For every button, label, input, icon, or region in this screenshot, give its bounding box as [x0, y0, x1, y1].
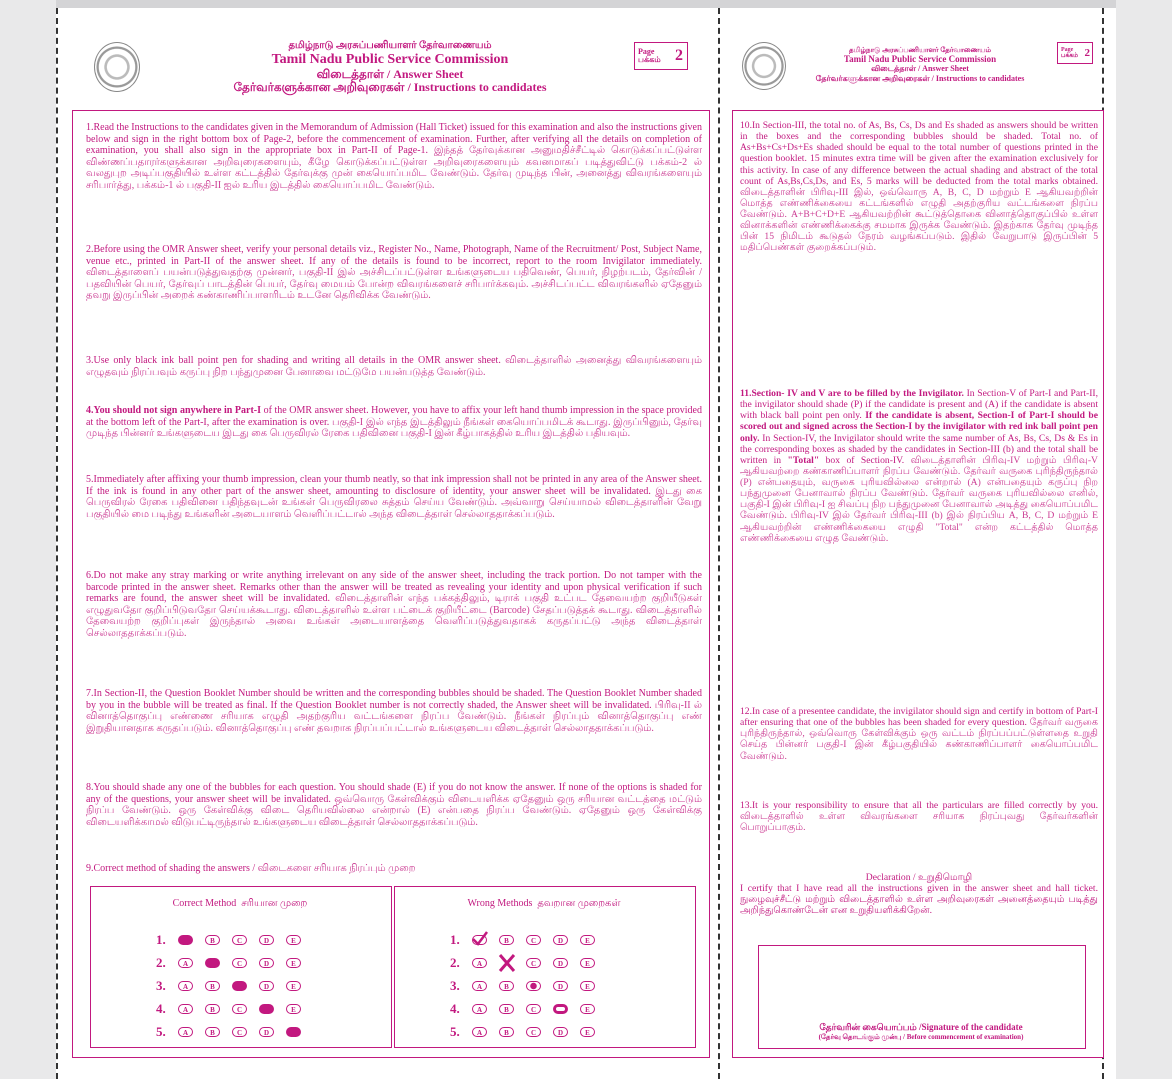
wrong-row-5: 5. A B C D E: [450, 1024, 607, 1040]
instruction-13: 13.It is your responsibility to ensure that all the particulars are filled correctly by you. விடைத்தாளில் உள்ள விவரங்களை சரியாக நிரப்புவது தேர்வர்களின் பொறுப்பாகும்.: [740, 800, 1098, 834]
instruction-7: 7.In Section-II, the Question Booklet Number should be written and the corresponding bubbles should be shaded. The Question Booklet Number shaded by you in the bubble will be treated as final. If the Question Booklet number is not correctly shaded, the Answer sheet will be invalidated. பிரிவு-II ல் வினாத்தொகுப்பு எண்ணை சரியாக எழுதி அதற்குரிய வட்டங்களை நிரப்ப வேண்டும். நீங்கள் நிரப்பும் வினாத்தொகுப்பு எண் இறுதியானதாக கருதப்படும். வினாத்தொகுப்பு எண் தவறாக நிரப்பப்பட்டால் உங்களுடைய விடைத்தாள் செல்லாததாக்கப்படும்.: [86, 688, 703, 734]
instruction-4: 4.You should not sign anywhere in Part-I of the OMR answer sheet. However, you have to affix your left hand thumb impression in the space provided at the bottom left of the Part-I, after the examination is over. பகுதி-I இல் எந்த இடத்திலும் நீங்கள் கையொப்பமிடக் கூடாது. இருப்பினும், தேர்வு முடிந்த பின்னர் உங்களுடைய இடது கை பெருவிரல் ரேகை பதிவினை பகுதி-I இன் கீழ்பாகத்தில் உரிய இடத்தில் பதியவும்.: [86, 405, 703, 440]
correct-row-3: 3. A B D E: [156, 978, 313, 994]
header-instructions: தேர்வர்களுக்கான அறிவுரைகள் / Instructions to candidates: [233, 80, 547, 95]
header-title: Tamil Nadu Public Service Commission: [271, 51, 509, 67]
correct-row-5: 5. A B C D: [156, 1024, 313, 1040]
page-label: Page பக்கம்: [638, 47, 661, 64]
instruction-11: 11.Section- IV and V are to be filled by the Invigilator. In Section-V of Part-I and Part-II, the invigilator should shade (P) if the candidate is present and (A) if the candidate is absent with black ball point pen only. If the candidate is absent, Section-I of Part-I should be scored out and signed across the Section-I by the invigilator with red ink ball point pen only. In Section-IV, the Invigilator should write the same number of As, Bs, Cs, Ds & Es in the corresponding boxes as shaded by the candidates in Section-III (b) and the total shall be written in "Total" box of Section-IV. விடைத்தாளின் பிரிவு-IV மற்றும் பிரிவு-V ஆகியவற்றை கண்காணிப்பாளர் நிரப்ப வேண்டும். தேர்வர் வருகை புரிந்திருந்தால் (P) என்பதையும், வருகை புரியவில்லை என்றால் (A) என்பதையும் கருப்பு நிற பந்துமுனை பேனாவால் நிரப்ப வேண்டும். தேர்வர் வருகை புரியவில்லை எனில், பகுதி-I இன் பிரிவு-I ஐ சிவப்பு நிற பந்துமுனை பேனாவால் அடித்து கையொப்பமிட வேண்டும். பிரிவு-IV இல் தேர்வர் பிரிவு-III (b) இல் நிரப்பிய A, B, C, D மற்றும் E ஆகியவற்றின் எண்ணிக்கையை எழுதி "Total" என்ற கட்டத்தில் மொத்த எண்ணிக்கையை எழுத வேண்டும்.: [740, 388, 1098, 544]
instruction-5: 5.Immediately after affixing your thumb impression, clean your thumb neatly, so that ink impression shall not be printed in any area of the Answer sheet. If the ink is found in any other part of the answer sheet, amounting to disclosure of identity, your answer sheet will be invalidated. இடது கை பெருவிரல் ரேகை பதிவினை பதிந்தவுடன் உங்கள் பெருவிரலை சுத்தம் செய்ய வேண்டும். அவ்வாறு செய்யாமல் விடைத்தாளின் வேறு பகுதியில் மை படிந்து உங்களின் அடையாளம் வெளிப்பட்டால் அந்த விடைத்தாள் செல்லாததாக்கப்படும்.: [86, 474, 702, 520]
instruction-10: 10.In Section-III, the total no. of As, Bs, Cs, Ds and Es shaded as answers should be written in the boxes and the corresponding bubbles should be shaded. Total no. of As+Bs+Cs+Ds+Es shaded should be equal to the total number of questions printed in the question booklet. 15 minutes extra time will be given after the examination exclusively for this activity. In case of any difference between the actual shading and abstract of the total count of As,Bs,Cs,Ds, and Es, 5 marks will be deducted from the total marks obtained. விடைத்தாளின் பிரிவு-III இல், ஒவ்வொரு A, B, C, D மற்றும் E ஆகியவற்றின் மொத்த எண்ணிக்கையை கட்டங்களில் எழுதி அதற்குரிய வட்டங்களை நிரப்ப வேண்டும். A+B+C+D+E ஆகியவற்றின் கூட்டுத்தொகை வினாத்தொகுப்பில் உள்ள வினாக்களின் எண்ணிக்கைக்கு சமமாக இருக்க வேண்டும். இதற்காக தேர்வு முடிந்த பின் 15 நிமிடம் கூடுதல் நேரம் வழங்கப்படும். இதில் வேறுபாடு இருப்பின் 5 மதிப்பெண்கள் குறைக்கப்படும்.: [740, 120, 1098, 254]
middle-cut-line: [718, 8, 720, 1079]
tick-mark-icon: [472, 935, 487, 945]
page-number: 2: [675, 47, 683, 64]
correct-row-1: 1. B C D E: [156, 932, 313, 948]
tn-emblem-icon: [94, 42, 140, 92]
top-scroll-edge: [56, 0, 1116, 8]
wrong-row-1: 1. B C D E: [450, 932, 607, 948]
instruction-9: 9.Correct method of shading the answers / விடைகளை சரியாக நிரப்பும் முறை: [86, 863, 416, 874]
correct-row-2: 2. A C D E: [156, 955, 313, 971]
wrong-row-4: 4. A B C E: [450, 1001, 607, 1017]
right-header: தமிழ்நாடு அரசுப்பணியாளர் தேர்வாணையம் Tamil Nadu Public Service Commission விடைத்தாள் / Answer Sheet தேர்வர்களுக்கான அறிவுரைகள் / Instructions to candidates: [815, 46, 1025, 83]
tn-emblem-icon-right: [742, 42, 786, 90]
wrong-method-header: Wrong Methods தவறான முறைகள்: [467, 898, 621, 909]
correct-row-4: 4. A B C E: [156, 1001, 313, 1017]
declaration: Declaration / உறுதிமொழி I certify that I have read all the instructions given in the answer sheet and hall ticket. நுழைவுச்சீட்டு மற்றும் விடைத்தாளில் உள்ள அறிவுரைகள் அனைத்தையும் படித்து அறிந்துகொண்டேன் என உறுதியளிக்கிறேன்.: [740, 872, 1098, 917]
instruction-8: 8.You should shade any one of the bubbles for each question. You should shade (E) if you do not know the answer. If none of the options is shaded for any of the questions, your answer sheet will be invalidated. ஒவ்வொரு கேள்விக்கும் விடையளிக்க ஏதேனும் ஒரு சரியான வட்டத்தை மட்டும் நிரப்ப வேண்டும். ஒரு கேள்விக்கு விடை தெரியவில்லை என்றால் (E) என்பதை நிரப்ப வேண்டும். ஏதேனும் ஒரு கேள்விக்கு விடையளிக்காமல் விடுபட்டிருந்தால் உங்களுடைய விடைத்தாள் செல்லாததாக்கப்படும்.: [86, 782, 703, 828]
dot-mark: [526, 981, 541, 991]
instruction-3: 3.Use only black ink ball point pen for shading and writing all details in the OMR answer sheet. விடைத்தாளில் அனைத்து விவரங்களையும் எழுதவும் நிரப்பவும் கருப்பு நிற பந்துமுனை பேனாவை மட்டுமே பயன்படுத்த வேண்டும்.: [86, 355, 702, 378]
signature-label: தேர்வரின் கையொப்பம் /Signature of the candidate (தேர்வு தொடங்கும் முன்பு / Before commencement of examination): [818, 1022, 1024, 1041]
instruction-1: 1.Read the Instructions to the candidates given in the Memorandum of Admission (Hall Ticket) issued for this examination and also the instructions given below and sign in the right bottom box of Page-2, before the commencement of examination. Further, after verifying all the details on completion of examination, you shall also sign in the appropriate box in Part-II of Page-1. இந்தத் தேர்வுக்கான அனுமதிச்சீட்டில் கொடுக்கப்பட்டுள்ள விண்ணப்பதாரர்களுக்கான அறிவுரைகளையும், கீழே கொடுக்கப்பட்டுள்ள அறிவுரைகளையும் கவனமாகப் படித்துவிட்டு பக்கம்-2 ல் வலதுபுற அடிப்பகுதியில் உள்ள கட்டத்தில் தேர்வுக்கு முன் கையொப்பமிட வேண்டும். தேர்வு முடிந்த பின், அனைத்து விவரங்களையும் சரிபார்த்து, பக்கம்-1 ல் பகுதி-II ஐல் உரிய இடத்தில் கையொப்பமிட வேண்டும்.: [86, 122, 702, 191]
correct-method-header: Correct Method சரியான முறை: [172, 898, 308, 909]
wrong-row-3: 3. A B D E: [450, 978, 607, 994]
instruction-2: 2.Before using the OMR Answer sheet, verify your personal details viz., Register No., Name, Photograph, Name of the Recruitment/ Post, Subject Name, venue etc., printed in Part-II of the answer sheet. If any of the details is found to be incorrect, report to the room Invigilator immediately. விடைத்தாளைப் பயன்படுத்துவதற்கு முன்னர், பகுதி-II இல் அச்சிடப்பட்டுள்ள உங்களுடைய பதிவெண், பெயர், நிழற்படம், தேர்வின் / பதவியின் பெயர், தேர்வுப் பாடத்தின் பெயர், தேர்வு மையம் போன்ற விவரங்களைச் சரிபார்க்கவும். அச்சிடப்பட்ட விவரங்களில் ஏதேனும் தவறு இருப்பின் அறைக் கண்காணிப்பாளரிடம் உடனே தெரிவிக்க வேண்டும்.: [86, 244, 702, 302]
header-tamil-title: தமிழ்நாடு அரசுப்பணியாளர் தேர்வாணையம்: [288, 40, 492, 51]
declaration-title: Declaration / உறுதிமொழி: [865, 872, 973, 883]
instruction-6: 6.Do not make any stray marking or write anything irrelevant on any side of the answer sheet, including the track portion. Do not tamper with the barcode printed in the answer sheet. Remarks other than the answer will be treated as revealing your identity and upon physical verification if such remarks are found, the answer sheet will be invalidated. விடைத்தாளின் எந்த பக்கத்திலும், டிராக் பகுதி உட்பட தேவையற்ற குறியீடுகள் எழுதுவதோ குறிப்பிடுவதோ செய்யக்கூடாது. விடைத்தாளில் உள்ள பட்டைக் குறியீட்டை (Barcode) சேதப்படுத்தக் கூடாது. விடைத்தாளில் தேவையற்ற குறிப்புகள் இருந்தால் அவை உங்கள் அடையாளத்தை வெளிப்படுத்துவதாகக் கருதப்பட்டு அந்த விடைத்தாள் செல்லாததாக்கப்படும்.: [86, 570, 702, 639]
page-number-box-right: Page பக்கம் 2: [1057, 42, 1093, 64]
left-header: [200, 40, 580, 95]
left-cut-line: [56, 8, 58, 1079]
instruction-12: 12.In case of a presentee candidate, the invigilator should sign and certify in bottom of Part-I after ensuring that one of the bubbles has been shaded for every question. தேர்வர் வருகை புரிந்திருந்தால், ஒவ்வொரு கேள்விக்கும் ஒரு வட்டம் நிரப்பப்பட்டுள்ளதை உறுதி செய்த பின்னர் பகுதி-I இன் கீழ்பகுதியில் கண்காணிப்பாளர் கையொப்பமிட வேண்டும்.: [740, 706, 1098, 762]
wrong-row-2: 2. A C D E: [450, 955, 607, 971]
outline-mark: [553, 1004, 568, 1014]
page-number-box: [634, 42, 688, 70]
header-subtitle: விடைத்தாள் / Answer Sheet: [316, 66, 464, 81]
cross-mark-icon: [499, 958, 514, 968]
